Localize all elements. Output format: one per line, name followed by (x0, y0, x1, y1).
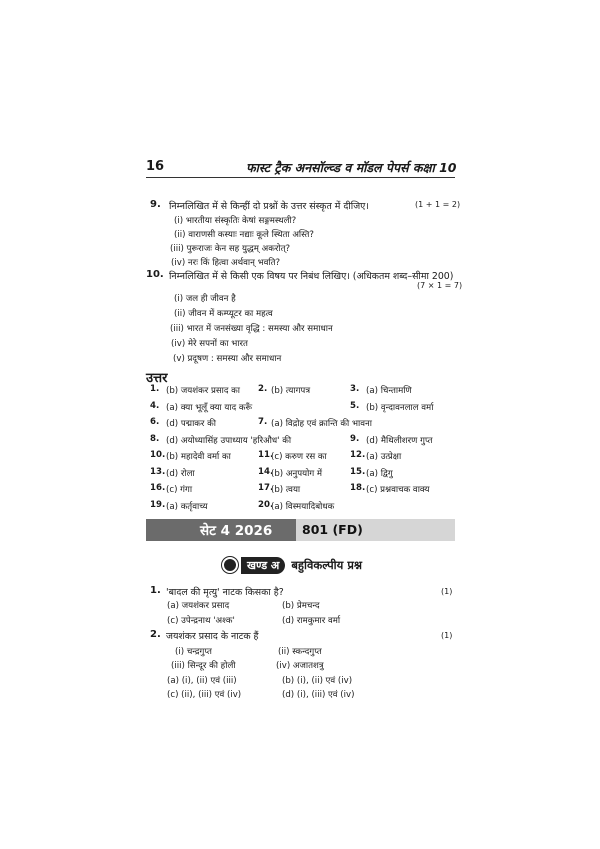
answer-text: (b) त्यागपत्र (271, 386, 311, 396)
q10-option: (i) जल ही जीवन है (174, 294, 236, 304)
answer-number: 19. (150, 499, 166, 510)
page-number: 16 (146, 159, 165, 174)
answer-number: 5. (350, 400, 360, 411)
mcq2-item: (ii) स्कन्दगुप्त (278, 647, 322, 657)
answer-text: (a) कर्तृवाच्य (166, 501, 208, 512)
answer-text: (b) वृन्दावनलाल वर्मा (366, 402, 434, 413)
answer-text: (d) अयोध्यासिंह उपाध्याय 'हरिऔध' की (166, 435, 292, 446)
answer-text: (d) रोला (166, 468, 195, 479)
q10-text: निम्नलिखित में से किसी एक विषय पर निबंध लिखिए। (अधिकतम शब्द–सीमा 200) (169, 271, 454, 282)
answer-number: 11. (258, 450, 274, 460)
mcq1-number: 1. (150, 585, 161, 596)
mcq2-text: जयशंकर प्रसाद के नाटक हैं (166, 631, 259, 642)
q10-option: (v) प्रदूषण : समस्या और समाधान (173, 354, 282, 364)
answer-text: (a) द्विगु (366, 468, 393, 479)
mcq1-option: (b) प्रेमचन्द (282, 601, 320, 611)
mcq2-item: (iv) अजातशत्रु (276, 661, 324, 671)
section-label: खण्ड अ (241, 557, 285, 574)
answer-number: 14. (258, 466, 274, 477)
answer-text: (a) विद्रोह एवं क्रान्ति की भावना (271, 419, 372, 429)
header-rule (146, 177, 455, 178)
q9-option: (ii) वाराणसी कस्याः नद्याः कूले स्थिता अस्ति? (174, 230, 314, 240)
q9-option: (iv) नरः किं हित्वा अर्थवान् भवति? (171, 258, 281, 268)
answer-text: (d) मैथिलीशरण गुप्त (366, 435, 433, 446)
answer-number: 1. (150, 384, 160, 394)
answer-text: (b) महादेवी वर्मा का (166, 452, 231, 462)
mcq2-option: (c) (ii), (iii) एवं (iv) (167, 690, 242, 700)
section-title: बहुविकल्पीय प्रश्न (291, 557, 363, 572)
answer-text: (c) गंगा (166, 485, 193, 495)
answer-number: 9. (350, 433, 360, 444)
section-heading (222, 556, 362, 574)
answer-number: 20. (258, 499, 274, 510)
answer-number: 7. (258, 417, 268, 427)
q9-text: निम्नलिखित में से किन्हीं दो प्रश्नों के उत्तर संस्कृत में दीजिए। (169, 201, 369, 212)
answer-number: 18. (350, 483, 366, 493)
mcq2-option: (a) (i), (ii) एवं (iii) (167, 676, 237, 686)
mcq1-option: (c) उपेन्द्रनाथ 'अश्क' (167, 616, 235, 626)
q10-option: (ii) जीवन में कम्प्यूटर का महत्व (174, 309, 273, 319)
answer-number: 4. (150, 400, 160, 411)
set-code: 801 (FD) (302, 522, 363, 537)
mcq2-number: 2. (150, 629, 161, 640)
answer-number: 3. (350, 384, 360, 394)
mcq2-option: (b) (i), (ii) एवं (iv) (282, 676, 353, 686)
answer-text: (a) क्या भूलूँ क्या याद करूँ (166, 402, 253, 413)
mcq2-item: (i) चन्द्रगुप्त (175, 647, 212, 657)
answer-number: 12. (350, 450, 366, 460)
answer-number: 6. (150, 417, 160, 427)
answer-text: (b) अनुपयोग में (271, 468, 323, 479)
answer-number: 10. (150, 450, 166, 460)
answer-number: 15. (350, 466, 366, 477)
mcq2-marks: (1) (441, 631, 453, 640)
q10-marks: (7 × 1 = 7) (417, 281, 463, 290)
q10-option: (iv) मेरे सपनों का भारत (171, 339, 248, 349)
answer-text: (a) चिन्तामणि (366, 386, 412, 396)
answer-text: (c) प्रश्नवाचक वाक्य (366, 485, 430, 495)
mcq1-option: (d) रामकुमार वर्मा (282, 616, 341, 626)
answer-number: 13. (150, 466, 166, 477)
answer-text: (d) पद्माकर की (166, 419, 216, 429)
answer-number: 17. (258, 483, 274, 493)
q10-number: 10. (146, 269, 164, 280)
answer-number: 8. (150, 433, 160, 444)
bullet-icon (222, 557, 238, 573)
running-header-title: फास्ट ट्रैक अनसॉल्व्ड व मॉडल पेपर्स कक्षा 10 (246, 160, 457, 175)
answers-title: उत्तर (146, 371, 168, 386)
mcq2-option: (d) (i), (iii) एवं (iv) (282, 690, 355, 700)
answer-text: (a) उत्प्रेक्षा (366, 452, 402, 462)
q9-option: (i) भारतीया संस्कृतिः केषां सङ्गमस्थली? (174, 216, 297, 226)
q10-option: (iii) भारत में जनसंख्या वृद्धि : समस्या और समाधान (170, 324, 333, 334)
mcq1-marks: (1) (441, 587, 453, 596)
answer-text: (c) करुण रस का (271, 452, 327, 462)
answer-number: 2. (258, 384, 268, 394)
mcq1-option: (a) जयशंकर प्रसाद (167, 601, 230, 611)
mcq1-text: 'बादल की मृत्यु' नाटक किसका है? (166, 587, 284, 598)
answer-number: 16. (150, 483, 166, 493)
answer-text: (a) विस्मयादिबोधक (271, 501, 335, 512)
answer-text: (b) त्वया (271, 485, 301, 495)
mcq2-item: (iii) सिन्दूर की होली (171, 661, 236, 671)
q9-marks: (1 + 1 = 2) (415, 200, 461, 209)
answer-text: (b) जयशंकर प्रसाद का (166, 386, 240, 396)
q9-number: 9. (150, 199, 161, 210)
q9-option: (iii) पुरूराजः केन सह युद्धम् अकरोत्? (170, 244, 291, 254)
set-title: सेट 4 2026 (200, 523, 273, 539)
